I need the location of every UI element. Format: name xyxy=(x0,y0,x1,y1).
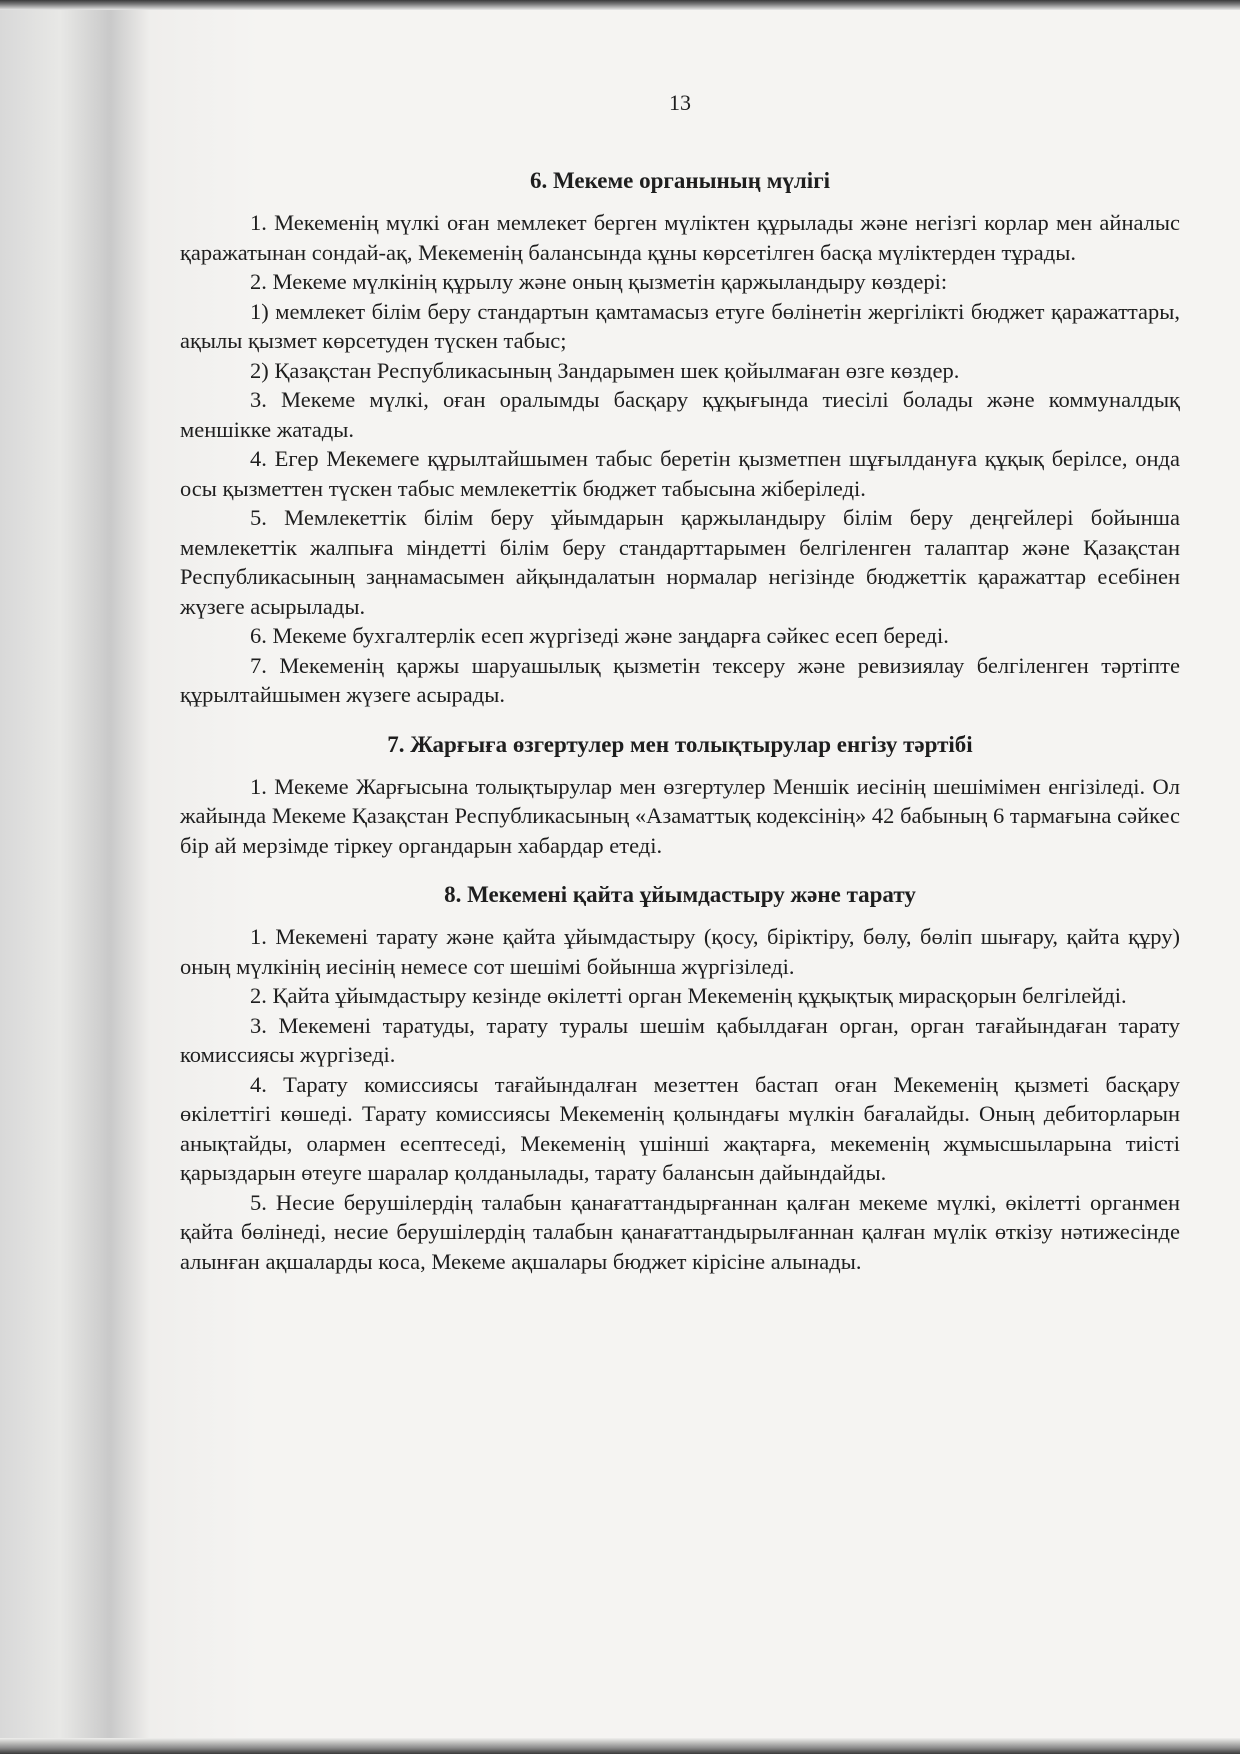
paragraph: 5. Несие берушілердің талабын қанағаттандырғаннан қалған мекеме мүлкі, өкілетті органмен қайта бөлінеді, несие берушілердің талабын қанағаттандырылғаннан қалған мүлік өткізу нәтижесінде алынған ақшаларды коса, Мекеме ақшалары бюджет кірісіне алынады. xyxy=(180,1189,1180,1274)
paragraph: 2. Қайта ұйымдастыру кезінде өкілетті орган Мекеменің құқықтық мирасқорын белгілейді. xyxy=(250,983,1127,1008)
paragraph: 5. Мемлекеттік білім беру ұйымдарын қаржыландыру білім беру деңгейлері бойынша мемлекеттік жалпыға міндетті білім беру стандарттарымен белгіленген талаптар және Қазақстан Республикасының заңнамасымен айқындалатын нормалар негізінде бюджеттік қаражаттар есебінен жүзеге асырылады. xyxy=(180,505,1180,619)
scan-top-edge xyxy=(0,0,1240,10)
paragraph: 2. Мекеме мүлкінің құрылу және оның қызметін қаржыландыру көздері: xyxy=(250,269,948,294)
section-8 xyxy=(180,882,1180,1276)
paragraph: 4. Тарату комиссиясы тағайындалған мезеттен бастап оған Мекеменің қызметі басқару өкілеттігі көшеді. Тарату комиссиясы Мекеменің қолындағы мүлкін бағалайды. Оның дебиторларын анықтайды, олармен есептеседі, Мекеменің үшінші жақтарға, мекеменің жұмысшыларына тиісті қарыздарын өтеуге шаралар қолданылады, тарату балансын дайындайды. xyxy=(180,1071,1180,1185)
paragraph: 7. Мекеменің қаржы шаруашылық қызметін тексеру және ревизиялау белгіленген тәртіпте құрылтайшымен жүзеге асырады. xyxy=(180,652,1180,707)
paragraph: 3. Мекемені таратуды, тарату туралы шешім қабылдаған орган, орган тағайындаған тарату комиссиясы жүргізеді. xyxy=(180,1012,1180,1067)
paragraph: 4. Егер Мекемеге құрылтайшымен табыс беретін қызметпен шұғылдануға құқық берілсе, онда осы қызметтен түскен табыс мемлекеттік бюджет табысына жіберіледі. xyxy=(180,446,1180,501)
section-title: 7. Жарғыға өзгертулер мен толықтырулар енгізу тәртібі xyxy=(387,731,973,757)
page-number: 13 xyxy=(669,90,691,115)
section-title: 6. Мекеме органының мүлігі xyxy=(529,168,831,193)
paragraph: 1. Мекеме Жарғысына толықтырулар мен өзгертулер Меншік иесінің шешімімен енгізіледі. Ол жайында Мекеме Қазақстан Республикасының «Азаматтық кодексінің» 42 бабының 6 тармағына сәйкес бір ай мерзімде тіркеу органдарын хабардар етеді. xyxy=(180,773,1180,858)
scan-bottom-edge xyxy=(0,1738,1240,1754)
paragraph: 1) мемлекет білім беру стандартын қамтамасыз етуге бөлінетін жергілікті бюджет қаражаттары, ақылы қызмет көрсетуден түскен табыс; xyxy=(180,298,1180,353)
document-content xyxy=(180,90,1180,1276)
section-title: 8. Мекемені қайта ұйымдастыру және тарату xyxy=(444,882,916,907)
paragraph: 3. Мекеме мүлкі, оған оралымды басқару құқығында тиесілі болады және коммуналдық меншікке жатады. xyxy=(180,387,1180,442)
paragraph: 6. Мекеме бухгалтерлік есеп жүргізеді және заңдарға сәйкес есеп береді. xyxy=(250,623,949,648)
paragraph: 1. Мекеменің мүлкі оған мемлекет берген мүліктен құрылады және негізгі корлар мен айналыс қаражатынан сондай-ақ, Мекеменің балансында құны көрсетілген басқа мүліктерден тұрады. xyxy=(180,210,1180,265)
section-6 xyxy=(180,168,1180,710)
paragraph: 2) Қазақстан Республикасының Зандарымен шек қойылмаған өзге көздер. xyxy=(250,357,960,383)
section-7 xyxy=(180,732,1180,861)
paragraph: 1. Мекемені тарату және қайта ұйымдастыру (қосу, біріктіру, бөлу, бөліп шығару, қайта құру) оның мүлкінің иесінің немесе сот шешімі бойынша жүргізіледі. xyxy=(180,924,1180,979)
